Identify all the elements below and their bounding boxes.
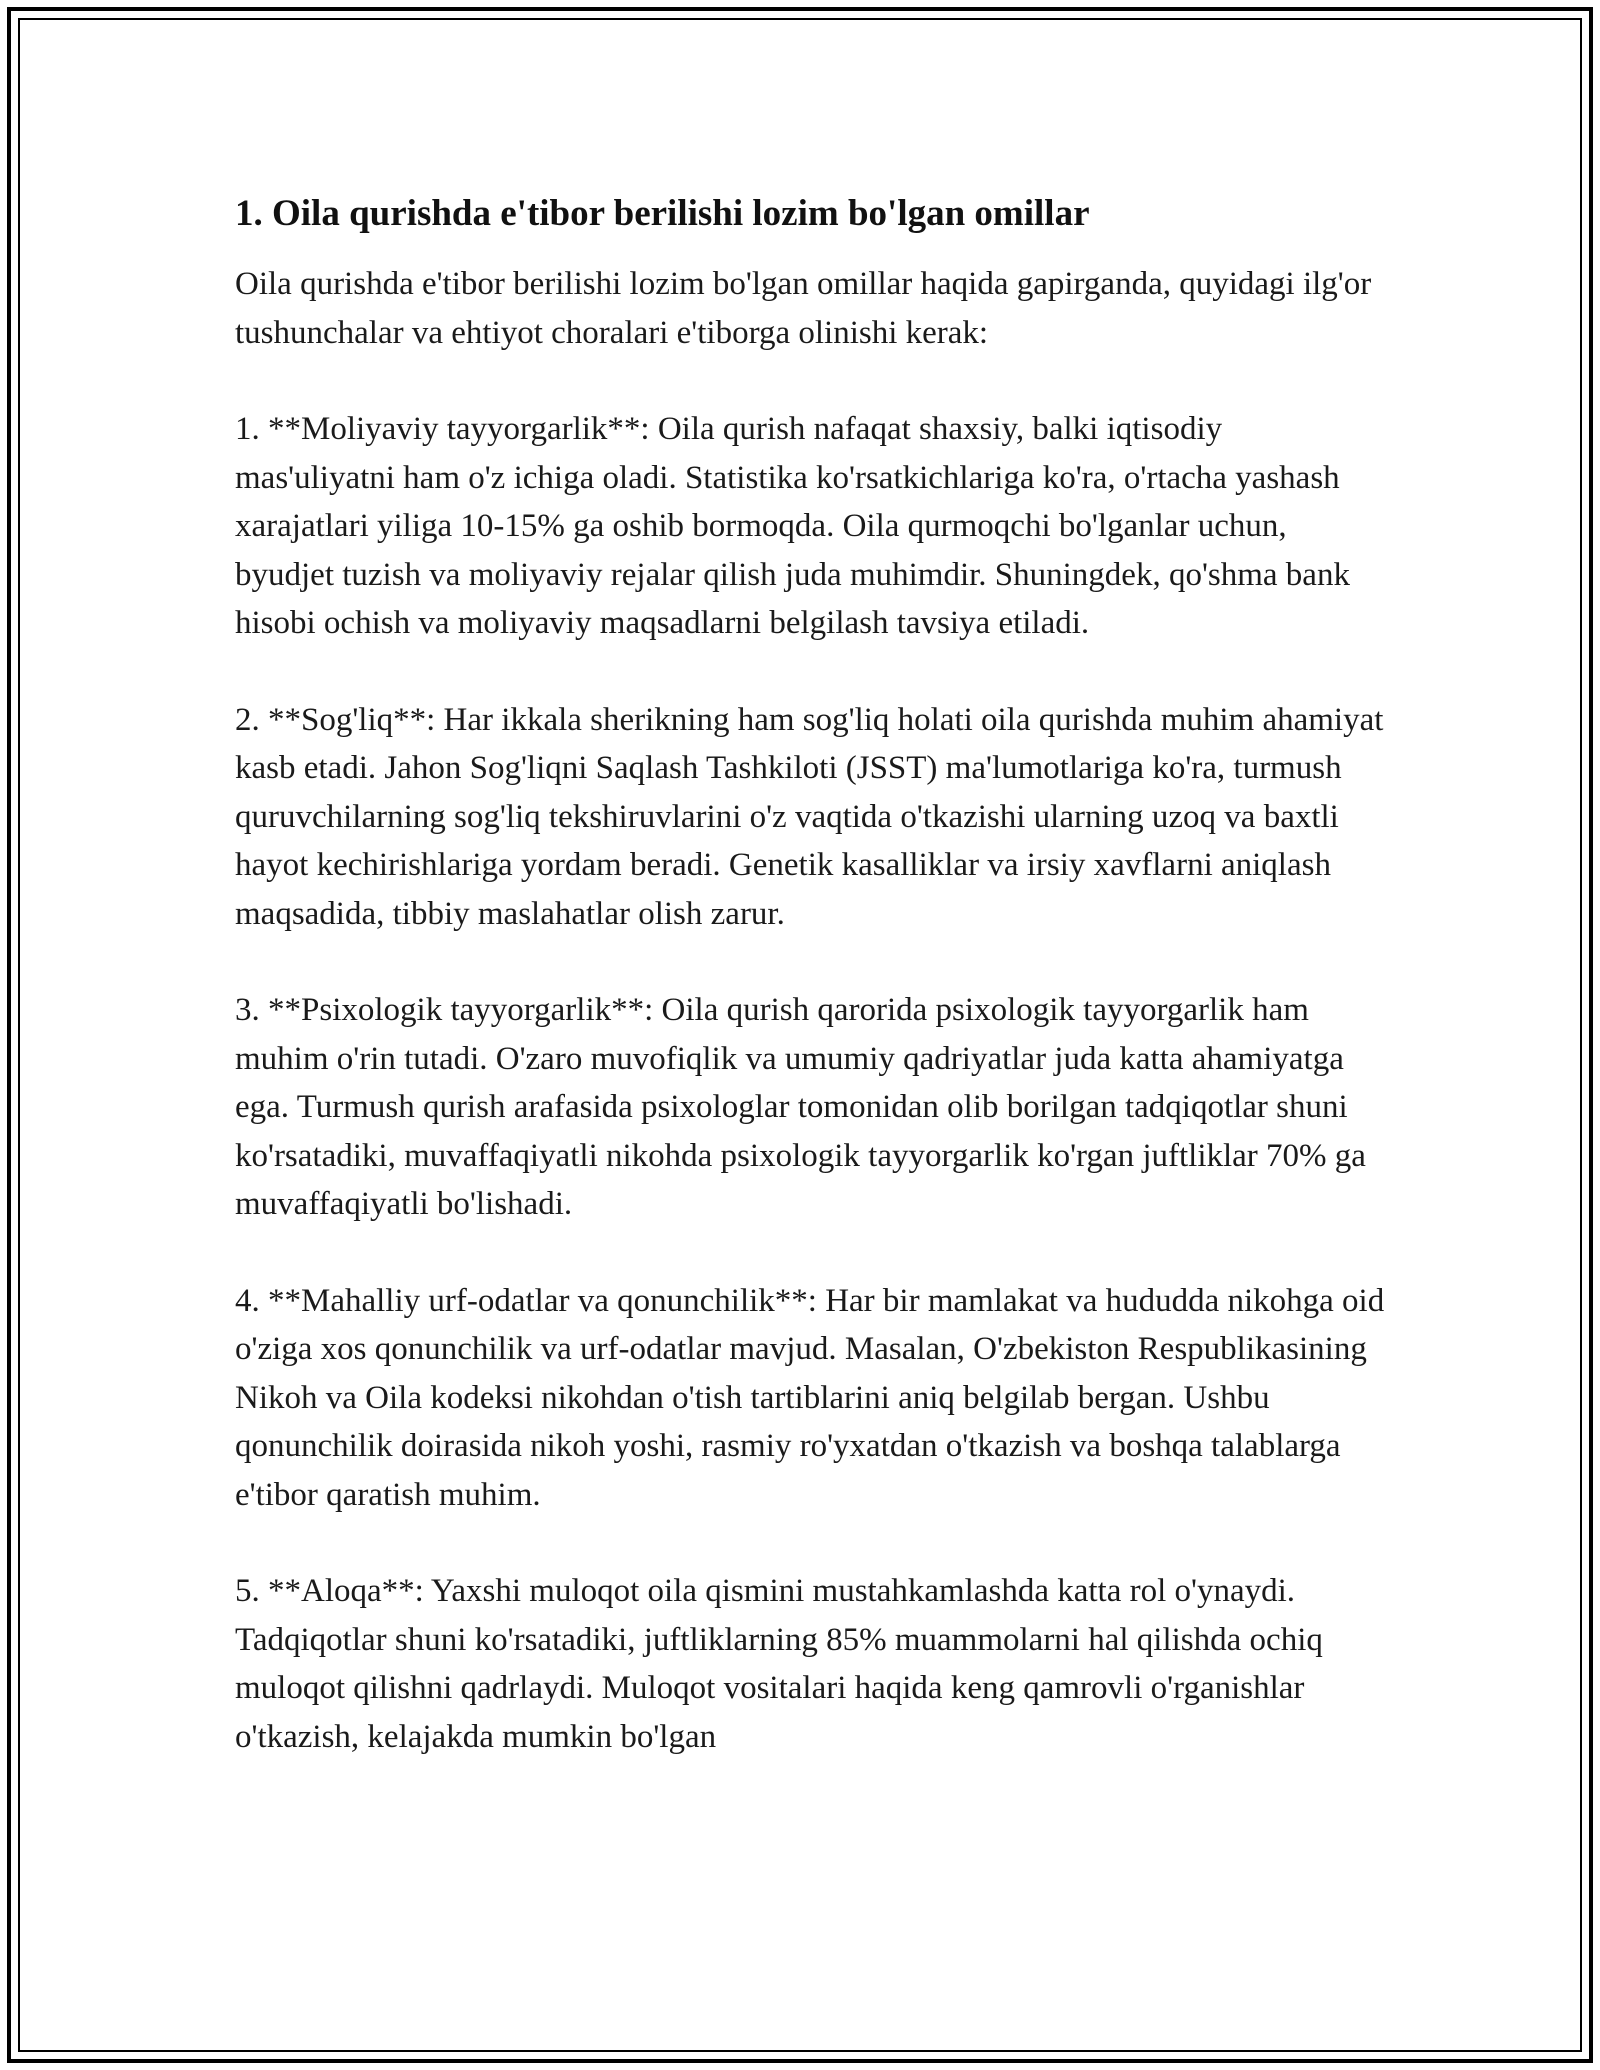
document-title: 1. Oila qurishda e'tibor berilishi lozim bo'lgan omillar <box>235 193 1090 234</box>
intro-paragraph: Oila qurishda e'tibor berilishi lozim bo'lgan omillar haqida gapirganda, quyidagi ilg'or tushunchalar va ehtiyot choralari e'tiborga olinishi kerak: <box>235 266 1372 351</box>
item-customs-and-law: 4. **Mahalliy urf-odatlar va qonunchilik**: Har bir mamlakat va hududda nikohga oid o'ziga xos qonunchilik va urf-odatlar mavjud. Masalan, O'zbekiston Respublikasining Nikoh va Oila kodeksi nikohdan o'tish tartiblarini aniq belgilab bergan. Ushbu qonunchilik doirasida nikoh yoshi, rasmiy ro'yxatdan o'tkazish va boshqa talablarga e'tibor qaratish muhim. <box>235 1282 1385 1513</box>
item-psychological-readiness: 3. **Psixologik tayyorgarlik**: Oila qurish qarorida psixologik tayyorgarlik ham muhim o'rin tutadi. O'zaro muvofiqlik va umumiy qadriyatlar juda katta ahamiyatga ega. Turmush qurish arafasida psixologlar tomonidan olib borilgan tadqiqotlar shuni ko'rsatadiki, muvaffaqiyatli nikohda psixologik tayyorgarlik ko'rgan juftliklar 70% ga muvaffaqiyatli bo'lishadi. <box>235 992 1366 1222</box>
document-body <box>235 190 1385 1761</box>
item-financial-readiness: 1. **Moliyaviy tayyorgarlik**: Oila qurish nafaqat shaxsiy, balki iqtisodiy mas'uliyatni ham o'z ichiga oladi. Statistika ko'rsatkichlariga ko'ra, o'rtacha yashash xarajatlari yiliga 10-15% ga oshib bormoqda. Oila qurmoqchi bo'lganlar uchun, byudjet tuzish va moliyaviy rejalar qilish juda muhimdir. Shuningdek, qo'shma bank hisobi ochish va moliyaviy maqsadlarni belgilash tavsiya etiladi. <box>235 411 1350 641</box>
item-communication: 5. **Aloqa**: Yaxshi muloqot oila qismini mustahkamlashda katta rol o'ynaydi. Tadqiqotlar shuni ko'rsatadiki, juftliklarning 85% muammolarni hal qilishda ochiq muloqot qilishni qadrlaydi. Muloqot vositalari haqida keng qamrovli o'rganishlar o'tkazish, kelajakda mumkin bo'lgan <box>235 1573 1323 1755</box>
item-health: 2. **Sog'liq**: Har ikkala sherikning ham sog'liq holati oila qurishda muhim ahamiyat kasb etadi. Jahon Sog'liqni Saqlash Tashkiloti (JSST) ma'lumotlariga ko'ra, turmush quruvchilarning sog'liq tekshiruvlarini o'z vaqtida o'tkazishi ularning uzoq va baxtli hayot kechirishlariga yordam beradi. Genetik kasalliklar va irsiy xavflarni aniqlash maqsadida, tibbiy maslahatlar olish zarur. <box>235 701 1384 932</box>
